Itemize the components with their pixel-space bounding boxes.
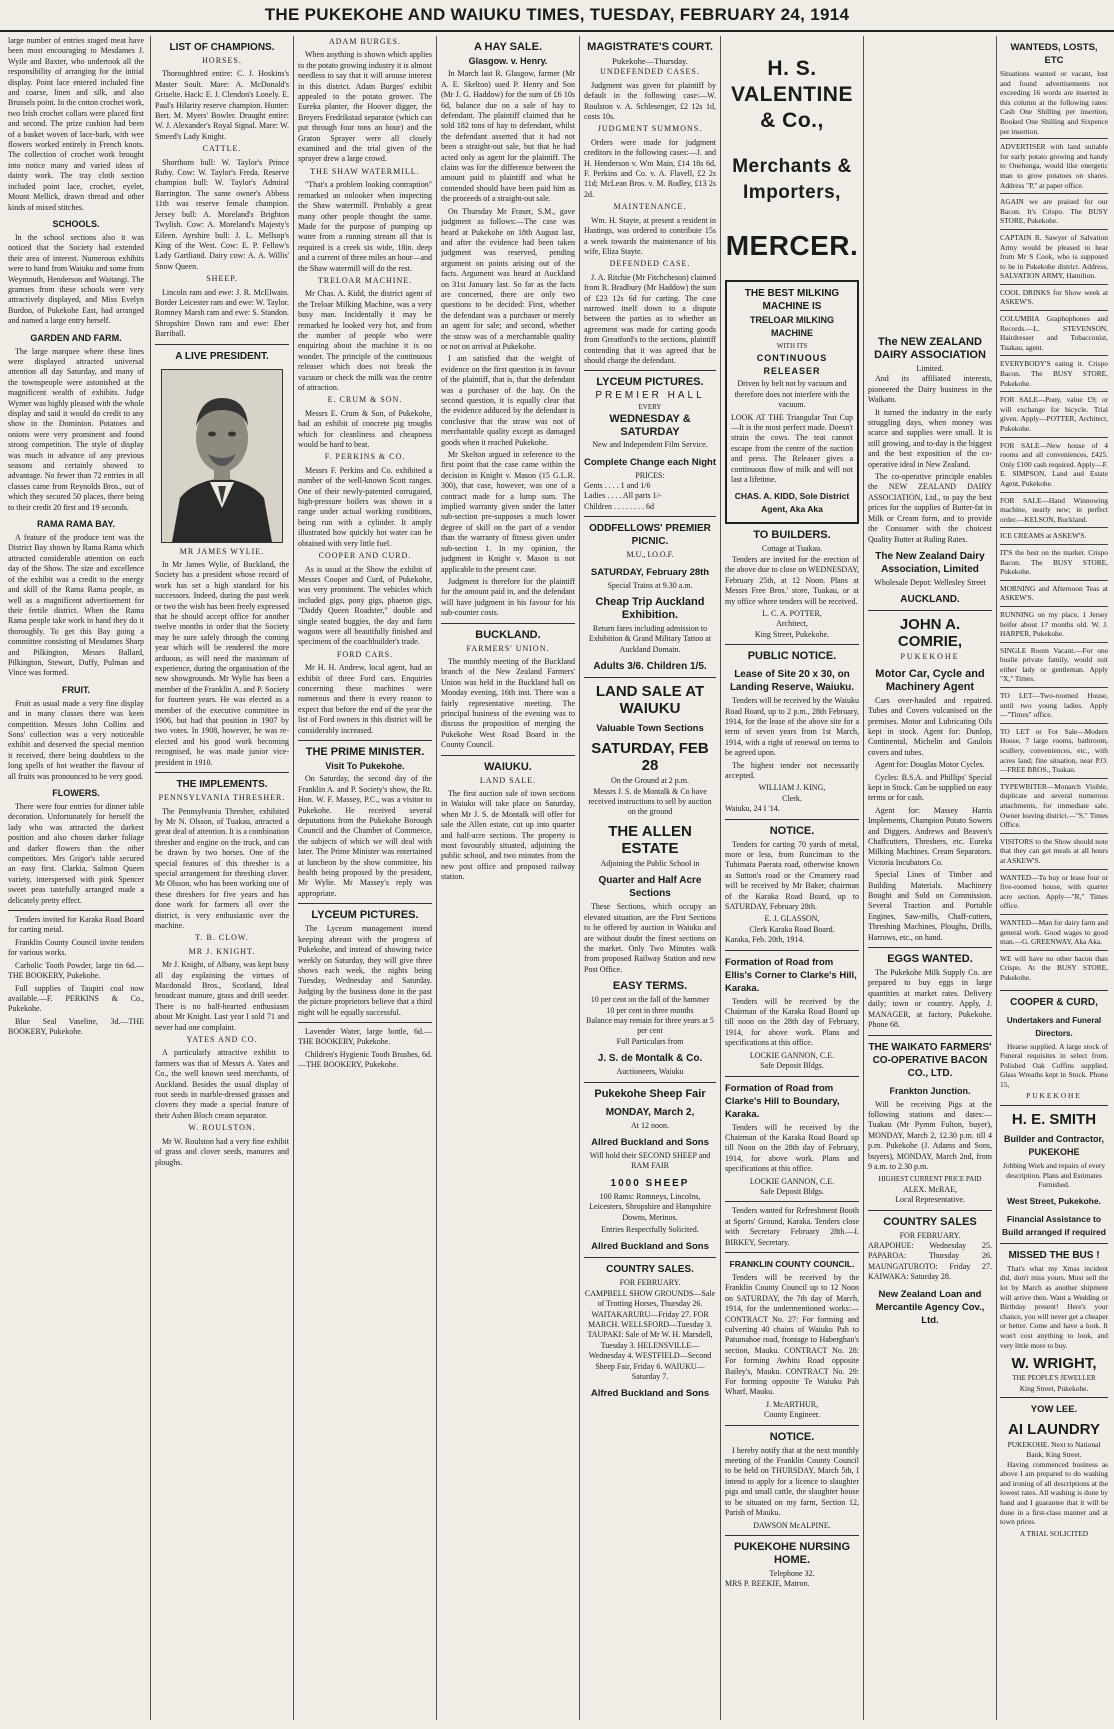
ad-heading: AI LAUNDRY — [1008, 1421, 1100, 1439]
ad-text: PRICES: — [635, 470, 665, 480]
classified-item: VISITORS to the Show should note that they can get meals at all hours at ASKEW'S. — [1000, 833, 1108, 869]
ad-text: Telephone 32. — [769, 1568, 815, 1578]
ad-text: ALEX. McRAE, — [903, 1184, 957, 1194]
sub-heading: FORD CARS. — [336, 649, 394, 659]
divider — [584, 516, 716, 517]
ad-text: And its affiliated interests, pioneered the Dairy business in the Waikato. — [868, 374, 992, 405]
ad-text: Return fares including admission to Exhibition & Grand Military Tattoo at Auckland Domain. — [588, 624, 712, 654]
ad-heading: YOW LEE. — [1030, 1404, 1078, 1416]
ad-text: Local Representative. — [895, 1195, 965, 1205]
divider — [725, 1201, 859, 1202]
article-text: In March last R. Glasgow, farmer (Mr A. E. Skelton) sued P. Henry and Son (Mr J. G. Haddow) for the sum of £6 10s 6d, balance due on a sale of hay to defendant. The plaintiff claimed that he sold 182 tons of hay to defendant, whilst the defendant asserted that it had not been a straight-out sale, but that he had acted only as agent for the plaintiff. The claim was for the difference between the amount paid to plaintiff and what he contended should have been paid him as the proceeds of a straight-out sale. — [441, 69, 575, 204]
article-text: Messrs F. Perkins and Co. exhibited a number of the well-known Scott ranges. One of their newly-patented corrugated, high-pressure boilers was shown in a range under actual working conditions, being run with a cylinder. It amply illustrated how quickly hot water can be obtained with very little fuel. — [298, 465, 432, 548]
article-text: There were four entries for dinner table decoration. Unfortunately for herself the lady who was attracted the darkest position and also chosen darker foliage and darker flowers than the other competitors. Mrs Grigor's table secured an easy first. Clarkia, Salmon Queen variety, interspersed with pink Spencer sweet peas tastefully arranged made a delicately pretty effect. — [8, 802, 144, 905]
ad-heading: Complete Change each Night — [584, 456, 716, 468]
article-text: Mr W. Roulston had a very fine exhibit of grass and clover seeds, manures and ploughs. — [155, 1136, 289, 1167]
ad-text: WITH ITS — [776, 342, 808, 350]
divider — [868, 947, 992, 948]
classified-item: TYPEWRITER—Monarch Visible, duplicate and several numerous attachments, for immediate sale. Owner leaving district.—"S." Times Office. — [1000, 778, 1108, 833]
ad-text: These Sections, which occupy an elevated situation, are the First Sections to be offered by auction in Waiuku and are without doubt the finest sections on the market. Only Two Minutes walk from proposed Railway Station and new Post Office. — [584, 902, 716, 974]
ad-text: The Pukekohe Milk Supply Co. are prepared to buy eggs in large quantities at market rates. Delivery daily; town or country. Apply, J. MANAGER, at factory, Pukekohe. Phone 68. — [868, 968, 992, 1030]
section-heading: RAMA RAMA BAY. — [36, 519, 115, 530]
divider — [725, 644, 859, 645]
section-heading: MAGISTRATE'S COURT. — [587, 41, 713, 53]
divider — [725, 1252, 859, 1253]
treloar-advert — [725, 280, 859, 524]
ad-heading: Allred Buckland and Sons — [591, 1241, 709, 1253]
ad-heading: New Zealand Loan and Mercantile Agency Cov., Ltd. — [875, 1288, 985, 1326]
ad-heading: NOTICE. — [769, 1430, 815, 1443]
article-text: large number of entries staged meat have been most encouraging to Mesdames J. Wyile and Baxter, who undertook all the responsibility of arranging for the initial display. Point lace entered included fine and coarse, linen and silk, and also Brussels point. In the cotton crochet work, two Irish crochet collars were placed first and second. The prize cushion had been of a basket woven of lace-bark, with wee flowers worked entirely in French knots. The collection of crochet work brought into notice many and varied ideas of dainty work. The tray cloth section included point lace, crochet, eyelet, Mount Mellick, drawn thread and other kinds of mixed stitches. — [8, 36, 144, 212]
article-text: When anything is shown which applies to the potato growing industry it is almost needless to say that it will arouse interest in this district. Adam Burges' exhibit appealed to the potato grower. The Eureka planter, the Hoover digger, the Breyers Fredrikstad separator (which can put through four tons an hour) and the Graton Sprayer were all closely examined and the trial given of the sprayer drew a large crowd. — [298, 50, 432, 164]
ad-heading: THE WAIKATO FARMERS' CO-OPERATIVE BACON CO., LTD. — [868, 1041, 992, 1079]
classified-item: CAPTAIN R. Sawyer of Salvation Army would be pleased to hear from Mr S Cook, who is supposed to be in Pukekohe district. Address, SALVATION ARMY, Hamilton. — [1000, 229, 1108, 284]
ad-heading: Financial Assistance to Build arranged if required — [1002, 1213, 1106, 1237]
section-heading: A HAY SALE. — [473, 41, 543, 53]
ad-text: It turned the industry in the early struggling days, when money was scarce and supplies were small. It is still growing, and to-day is the biggest and the best exposition of the co-operative ideal in New Zealand. — [868, 407, 992, 469]
ad-heading: West Street, Pukekohe. — [1007, 1195, 1101, 1206]
divider — [868, 610, 992, 611]
article-text: On Saturday, the second day of the Franklin A. and P. Society's show, the Rt. Hon. W. F. Massey, P.C., was a visitor to Pukekohe. He received several deputations from the Pukekohe Borough Council and the Chamber of Commerce, the subjects of which we will deal with later. The Prime Minister was entertained at luncheon by the show committee, his health being proposed by the president, Mr Wylie. Mr Massey's reply was appropriate. — [298, 774, 432, 898]
classified-item: Blue Seal Vaseline, 3d.—THE BOOKERY, Pukekohe. — [8, 1016, 144, 1037]
ad-text: THE PEOPLE'S JEWELLER — [1012, 1374, 1096, 1383]
ad-heading: Merchants & Importers, — [732, 156, 852, 203]
ad-heading: COUNTRY SALES — [883, 1215, 977, 1228]
article-text: Shorthorn bull: W. Taylor's Prince Ruby. Cow: W. Taylor's Freda. Reserve champion bull: W. Taylor's Admiral Barrington. The same owner's Abbess 11th was reserve female champion. Jersey bull: A. Moreland's Brighton Twylish. Cow: A. Moreland's Majesty's Eileen. Ayrshire bull: J. L. Mellsop's King of the West. Cow: E. P. Fellow's Lady Gartliand. Dairy cow: A. A. Willis' Snow Queen. — [155, 157, 289, 271]
ad-heading: TRELOAR MILKING MACHINE — [750, 315, 834, 338]
ad-text: E. J. GLASSON, — [764, 914, 820, 924]
ad-text: 10 per cent on the fall of the hammer — [590, 995, 710, 1005]
ad-heading: Formation of Road from Ellis's Corner to Clarke's Hill, Karaka. — [725, 956, 857, 994]
ad-heading: Cheap Trip Auckland Exhibition. — [595, 596, 705, 622]
ad-heading: WEDNESDAY & SATURDAY — [609, 413, 691, 439]
sub-heading: F. PERKINS & CO. — [324, 452, 406, 462]
classified-item: WANTED—Man for dairy farm and general work. Good wages to good man.—G. GREENWAY, Aka Aka. — [1000, 914, 1108, 950]
ad-text: M.U., I.O.O.F. — [626, 550, 674, 560]
ad-heading: SATURDAY, FEB 28 — [591, 740, 709, 775]
ad-text: Safe Deposit Bldgs. — [760, 1186, 824, 1196]
divider — [155, 772, 289, 773]
article-text: "That's a problem looking contraption" remarked an onlooker when inspecting the Shaw watermill. Probably a great many other people thought the same. Made for the purpose of pumping up water from a running stream all that is required is a creek six wide, 18in. deep and a current of three miles an hour—and the Shaw watermill will do the rest. — [298, 180, 432, 273]
article-text: I am satisfied that the weight of evidence on the first question is in favour of the plaintiff, that is, that the defendant was a purchaser of the hay. On the second question, it is equally clear that the evidence adduced by the defendant is conclusive that the straw was not of merchantable quality except as damaged goods when it reached Pukekohe. — [441, 354, 575, 447]
ad-text: Clerk Karaka Road Board. — [749, 924, 835, 934]
classified-item: ICE CREAMS at ASKEW'S. — [1000, 527, 1108, 544]
section-heading: WAIUKU. — [484, 760, 532, 773]
sub-heading: LAND SALE. — [479, 775, 537, 785]
ad-text: Waiuku, 24 I '14. — [725, 804, 780, 814]
ad-text: DAWSON McALPINE. — [753, 1520, 831, 1530]
ad-heading: Lease of Site 20 x 30, on Landing Reserve, Waiuku. — [729, 669, 855, 694]
classified-item: COOL DRINKS for Show week at ASKEW'S. — [1000, 284, 1108, 310]
ad-text: J. McARTHUR, — [765, 1399, 819, 1409]
ad-text: EVERY — [638, 402, 662, 411]
article-text: The large marquee where these lines were displayed attracted universal attention all day Saturday, and many of the townspeople were astonished at the magnificent wealth of exhibits. Judge Wymer was highly pleased with the whole display and said it would do credit to any show in the Dominion. Potatoes and onions were very prominent and found strong competition. The style of display was much in advance of any previous seasons and certainly showed to advantage. No fewer than 72 entries in all classes came from Reynolds Bros., out of which they secured 50 places, there being to their credit 20 first and 19 seconds. — [8, 346, 144, 512]
ad-text: 10 per cent in three months — [606, 1005, 694, 1015]
ad-text: Messrs J. S. de Montalk & Co have received instructions to sell by auction on the ground — [588, 786, 712, 817]
ad-text: King Street, Pukekohe. — [1019, 1383, 1089, 1393]
classified-item: TO LET or For Sale—Modern House, 7 large rooms, bathroom, scullery, conveniences, etc., with acres land; fine situation, near P.O.—FREE BROS., Tuakau. — [1000, 723, 1108, 778]
article-text: Thoroughbred entire: C. J. Hoskins's Master Soult. Mare: A. McDonald's Griselte. Hack: E. J. Clendon's Lonely. E. Paul's Hilarity reserve champion. Hunter: Bert. M. Myers' Bowler. Draught entire: W. J. Alexander's Royal Signal. Mare: W. Smeed's Lady Knight. — [155, 69, 289, 141]
ad-text: Safe Deposit Bldgs. — [760, 1061, 824, 1071]
ad-heading: J. S. de Montalk & Co. — [597, 1053, 703, 1065]
sub-heading: HORSES. — [202, 56, 242, 65]
ad-text: Children . . . . . . . . 6d — [584, 501, 654, 511]
ad-text: Agent for: Massey Harris Implements, Champion Potato Sowers and Diggers. Andrews and Beaven's Chaffcutters, Threshers, etc. Eureka Milking Machines. Cream Separators. Victoria Incubators Co. — [868, 805, 992, 867]
article-text: Judgment is therefore for the plaintiff for the amount paid in, and the defendant will have judgment in his favour for his sub-counter costs. — [441, 576, 575, 618]
divider — [298, 903, 432, 904]
ad-heading: Frankton Junction. — [889, 1085, 971, 1096]
article-text: J. A. Ritchie (Mr Fitchcheson) claimed from R. Bradbury (Mr Haddow) the sum of £23 12s 6d for carting. The case narrowed itself down to a dispute between the parties as to whether an agreement was made for carting goods from Greatford's to the sections, plaintiff contending that it was agreed that he should charge the defendant. — [584, 272, 716, 365]
classified-item: EVERYBODY'S eating it. Crispo Bacon. The BUSY STORE, Pukekohe. — [1000, 355, 1108, 391]
column-7 — [868, 36, 992, 1720]
ad-text: PREMIER HALL — [595, 390, 705, 402]
article-text: A particularly attractive exhibit to farmers was that of Messrs A. Yates and Co., the well known seed merchants, of Auckland. Besides the usual display of root seeds in marble-dressed grasses and clovers they made a special feature of their Ashen Bloch cream separator. — [155, 1048, 289, 1120]
ad-heading: COUNTRY SALES. — [606, 1264, 694, 1276]
ad-text: A TRIAL SOLICITED — [1019, 1528, 1089, 1538]
ad-heading: CHAS. A. KIDD, Sole District Agent, Aka Aka — [734, 491, 850, 515]
divider — [584, 370, 716, 371]
ad-text: New and Independent Film Service. — [592, 440, 708, 450]
ad-heading: MONDAY, March 2, — [605, 1106, 695, 1118]
sub-heading: W. ROULSTON. — [188, 1123, 256, 1133]
section-heading: SCHOOLS. — [52, 218, 100, 229]
divider — [725, 1076, 859, 1077]
ad-text: HIGHEST CURRENT PRICE PAID — [878, 1175, 982, 1184]
classified-item: COLUMBIA Graphophones and Records.—L. STEVENSON, Hairdresser and Tobacconist, Tuakau, agent. — [1000, 310, 1108, 355]
column-2 — [155, 36, 289, 1720]
ad-heading: PUKEKOHE NURSING HOME. — [733, 1540, 851, 1566]
column-rule — [996, 36, 997, 1720]
sub-heading: TRELOAR MACHINE. — [317, 275, 413, 285]
ad-text: Hearse supplied. A large stock of Funeral requisites in select from. Polished Oak Coffins supplied. Glass Wreaths kept in Stock. Phone 15, — [1000, 1041, 1108, 1089]
ad-text: That's what my Xmas incident did, don't miss yours. Must sell the lot by March as another shipment will arrive then. Want a Wedding or Birthday present! Here's your chance, you will never get a cheaper or better. Come and have a look. It won't cost anything to look, and very little more to buy. — [1000, 1263, 1108, 1350]
ad-text: The highest tender not necessarily accepted. — [725, 760, 859, 780]
sub-heading: E. CRUM & SON. — [327, 395, 403, 405]
ad-text: Driven by belt not by vacuum and therefore does not interfere with the vacuum. — [734, 379, 850, 410]
ad-text: Agent for: Douglas Motor Cycles. — [875, 760, 985, 770]
ad-heading: PUBLIC NOTICE. — [747, 650, 837, 663]
ad-text: Cycles: B.S.A. and Phillips' Special kept in Stock. Can be supplied on easy terms or for cash. — [868, 772, 992, 803]
divider — [584, 1082, 716, 1083]
section-heading: WANTEDS, LOSTS, ETC — [1010, 42, 1098, 66]
ad-heading: Adults 3/6. Children 1/5. — [593, 661, 707, 673]
article-text: On Thursday Mr Fraser, S.M., gave judgment as follows:—The case was heard at Pukekohe on 18th August last, and after the evidence had been taken judgment was reserved, pending argument on points arising out of the facts. Argument was heard at Auckland on 31st January last. So far as the facts are concerned, there are only two questions to be decided: First, whether the defendant was a purchaser or merely an agent for sale; and second, whether the straw was of a merchantable quality or not on arrival at Pukekohe. — [441, 206, 575, 351]
ad-heading: AUCKLAND. — [900, 594, 960, 606]
section-heading: BUCKLAND. — [475, 628, 541, 641]
ad-text: PUKEKOHE — [900, 652, 960, 662]
classified-item: FOR SALE—New house of 4 rooms and all conveniences, £425. Only £100 cash required. Apply—F. E. SIMPSON, Land and Estate Agent, Pukekohe. — [1000, 437, 1108, 492]
article-text: As is usual at the Show the exhibit of Messrs Cooper and Curd, of Pukekohe, was very prominent. The vehicles which included gigs, pony gigs, phaeton gigs, "Daddy Queen Roadster," double and single seated buggies, the day and farm wagons were all beautifully finished and specimens of the coachbuilder's trade. — [298, 564, 432, 647]
ad-text: Architect, — [776, 619, 808, 629]
ad-text: Karaka, Feb. 20th, 1914. — [725, 935, 805, 945]
ad-heading: Valuable Town Sections — [596, 723, 704, 735]
ad-heading: The NEW ZEALAND DAIRY ASSOCIATION — [874, 336, 986, 361]
ad-heading: Pukekohe Sheep Fair — [594, 1087, 706, 1100]
sub-heading: Pukekohe—Thursday. — [612, 56, 688, 66]
photo-caption: MR JAMES WYLIE. — [179, 546, 265, 556]
classified-item: FOR SALE—Pony, value £9; or will exchange for bicycle. Trial given. Apply—POTTER, Architect, Pukekohe. — [1000, 391, 1108, 436]
ad-heading: Allred Buckland and Sons — [591, 1136, 709, 1148]
ad-heading: H. S. VALENTINE & Co., — [731, 57, 853, 132]
article-text: The Pennsylvania Thresher, exhibited by Mr N. Olsson, of Tuakau, attracted a great deal of attention. It is a combination thresher and engine on the truck, and can be drawn by two horses. One of the special features of this thresher is a special arrangement for threshing clover. Mr Olsson, who has been working one of these threshers for five years and has done work for farmers all over the district, is very enthusiastic over the machine. — [155, 806, 289, 930]
classified-item: Tenders invited for Karaka Road Board for carting metal. — [8, 915, 144, 935]
ad-text: Special Lines of Timber and Building Materials. Machinery Bought and Sold on Commission. Several Traction and Portable Engines, Saw-mills, Chaff-cutters, Threshing Machines, Ploughs, Drills, Harrows, etc., on hand. — [868, 870, 992, 942]
ad-text: Balance may remain for three years at 5 per cent — [586, 1015, 714, 1036]
ad-text: LOCKIE GANNON, C.E. — [749, 1050, 835, 1060]
ad-heading: LYCEUM PICTURES. — [596, 376, 704, 389]
sub-heading: JUDGMENT SUMMONS. — [597, 124, 703, 134]
ad-text: LOCKIE GANNON, C.E. — [749, 1176, 835, 1186]
classified-item: Lavender Water, large bottle, 6d.—THE BOOKERY, Pukekohe. — [298, 1026, 432, 1047]
divider — [584, 677, 716, 678]
sub-heading: PENNSYLVANIA THRESHER. — [158, 793, 286, 803]
masthead: THE PUKEKOHE AND WAIUKU TIMES, TUESDAY, FEBRUARY 24, 1914 — [0, 0, 1114, 32]
ad-text: Will hold their SECOND SHEEP and RAM FAIR — [589, 1150, 711, 1171]
classified-item: Carbolic Tooth Powder, large tin 6d.—THE BOOKERY, Pukekohe. — [8, 960, 144, 981]
article-text: Lincoln ram and ewe: J. R. McElwain. Border Leicester ram and ewe: W. Taylor. Romney Marsh ram and ewe: S. Standon. Shropshire Down ram and ewe: Eber Barriball. — [155, 287, 289, 339]
article-text: The first auction sale of town sections in Waiuku will take place on Saturday, when Mr J. S. de Montalk will offer for sale the Allen estate, cut up into quarter and half-acre sections. The property is most favourably situated, adjoining the public school, and two minutes from the new post office and proposed railway station. — [441, 789, 575, 882]
article-text: Mr Chas. A. Kidd, the district agent of the Treloar Milking Machine, was a very busy man. Incidentally it may be remarked he looked very hot, and from the number of people who were enquiring about the machine it is no wonder. The principle of the continuous releaser which does not break the vacuum or check the milk was the centre of attraction. — [298, 289, 432, 392]
ad-text: King Street, Pukekohe. — [754, 629, 830, 639]
column-3 — [298, 36, 432, 1720]
divider — [298, 740, 432, 741]
ad-text: Tenders will be received by the Chairman of the Karaka Road Board up till noon on the 28th day of February, 1914, for above work. Plans and specifications at this office. — [725, 996, 859, 1048]
classified-item: Full supplies of Taupiri coal now available.—F. PERKINS & Co., Pukekohe. — [8, 983, 144, 1014]
classified-item: WANTED—To buy or lease four or five-roomed house, with quarter acre section. Apply—"R," Times office. — [1000, 869, 1108, 914]
divider — [441, 755, 575, 756]
ad-heading: SATURDAY, February 28th — [590, 566, 710, 578]
divider — [725, 819, 859, 820]
divider — [868, 1210, 992, 1211]
classified-item: Franklin County Council invite tenders for various works. — [8, 937, 144, 958]
sub-heading: MR J. KNIGHT. — [188, 946, 256, 956]
section-heading: GARDEN AND FARM. — [30, 332, 122, 343]
ad-heading: Builder and Contractor, PUKEKOHE — [1003, 1134, 1104, 1158]
divider — [1000, 990, 1108, 991]
ad-heading: H. E. SMITH — [1011, 1111, 1097, 1129]
ad-heading: EASY TERMS. — [612, 980, 688, 993]
article-text: The Lyceum management intend keeping abreast with the progress of Pukekohe, and instead of showing twice weekly on Saturday, they will give three shows each week, the nights being Tuesday, Wednesday and Saturday. Judging by the business done in the past the picture proprietors believe that a third night will be equally successful. — [298, 924, 432, 1017]
portrait-photo — [161, 369, 283, 543]
classified-item: IT'S the best on the market. Crispo Bacon. The BUSY STORE, Pukekohe. — [1000, 544, 1108, 580]
ad-text: WILLIAM J. KING, — [758, 783, 826, 793]
article-text: Messrs E. Crum & Son, of Pukekohe, had an exhibit of concrete pig troughs which for cleanliness and cheapness would be hard to beat. — [298, 408, 432, 450]
sub-heading: UNDEFENDED CASES. — [600, 67, 700, 77]
article-text: A feature of the produce tent was the District Bay shown by Rama Rama which attracted considerable attention on each day of the Show. The size and excellence of the exhibit was a credit to the energy and skill of the Rama Rama people, as well as a magnificent advertisement for their fertile district. When the Rama Rama people take work in hand they do it thoroughly. To get this Bay going a committee consisting of Mesdames Sharp and Pilkington, Messrs Ballard, Pilkington, Stewart, Duffy, Pulman and Vince was formed. — [8, 533, 144, 678]
ad-heading: W. WRIGHT, — [1011, 1355, 1097, 1373]
article-text: Judgment was given for plaintiff by default in the following case:—W. Roulston v. A. Schlesenger, £2 12s 1d, costs 10s. — [584, 80, 716, 122]
column-rule — [863, 36, 864, 1720]
divider — [1000, 1105, 1108, 1106]
ad-text: PUKEKOHE — [1026, 1091, 1082, 1101]
sub-heading: FARMERS' UNION. — [466, 643, 550, 653]
ad-text: On the Ground at 2 p.m. — [611, 776, 689, 786]
classified-item: FOR SALE—Hand Winnowing machine, nearly new; in perfect order.—KELSON, Buckland. — [1000, 492, 1108, 528]
ad-heading: Alfred Buckland and Sons — [590, 1388, 710, 1400]
ad-heading: The New Zealand Dairy Association, Limited — [875, 550, 985, 575]
classified-intro: Situations wanted or vacant, lost and found advertisements not exceeding 16 words are inserted in this column at the following rates: Cash One Shilling per insertion, Booked One Shilling and Sixpence per insertion. — [1000, 69, 1108, 136]
ad-text: Will be receiving Pigs at the following stations and dates:— Tuakau (Mr Pymm Fulton, buyer), MONDAY, March 2, 12.30 p.m. till 4 p.m. Pukekohe (J. Adams and Sons, buyers), MONDAY, March 2nd, from 9 a.m. to 2.30 p.m. — [868, 1099, 992, 1171]
ad-text: LOOK AT THE Triangular Teat Cup—It is the most perfect made. Doesn't strain the cows. The teat cannot escape from the centre of the suction and press. The Releaser gives a continuous flow of milk and will not last a lifetime. — [731, 412, 853, 485]
column-8 — [1000, 36, 1108, 1720]
ad-heading: NOTICE. — [769, 824, 815, 837]
ad-text: At 12 noon. — [631, 1120, 669, 1130]
column-1 — [8, 36, 144, 1720]
classified-item: WE will have no other bacon than Crispo. At the BUSY STORE, Pukekohe. — [1000, 950, 1108, 986]
article-text: Mr Skelton argued in reference to the first point that the case came within the decision in Knight v. Mason (15 G.L.R. 300), that case, however, was one of a contract made for a lump sum. The implied warranty given under the latter sub-section pre-supposes a much lower degree of skill on the part of a vendor than the warranty of fitness given under sub-section 1. In my opinion, the judgment in Knight v. Mason is not applicable to the present case. — [441, 450, 575, 574]
ad-text: County Engineer. — [764, 1410, 820, 1420]
section-heading: LIST OF CHAMPIONS. — [169, 42, 275, 53]
divider — [725, 950, 859, 951]
section-heading: A LIVE PRESIDENT. — [175, 350, 269, 362]
ad-heading: FRANKLIN COUNTY COUNCIL. — [729, 1258, 855, 1269]
sub-heading: COOPER AND CURD. — [318, 551, 412, 561]
sub-heading: CATTLE. — [202, 144, 242, 154]
ad-text: Special Trains at 9.30 a.m. — [607, 580, 693, 590]
ad-text: Limited. — [916, 364, 944, 373]
article-text: The monthly meeting of the Buckland branch of the New Zealand Farmers' Union was held in the Buckland hall on Monday evening, 16th inst. There was a fairly representative meeting. The principal business of the evening was to discuss the proposition of merging the Pukekohe West Road Board in the County Council. — [441, 656, 575, 750]
column-4 — [441, 36, 575, 1720]
ad-heading: ODDFELLOWS' PREMIER PICNIC. — [589, 523, 711, 548]
column-rule — [150, 36, 151, 1720]
ad-text: I hereby notify that at the next monthly meeting of the Franklin County Council to be held on THURSDAY, March 5th, I intend to apply for a licence to slaughter pigs and small cattle, the slaughter house to be situated on my farm, Section 12, Parish of Mauku. — [725, 1445, 859, 1518]
classified-item: MORNING and Afternoon Teas at ASKEW'S. — [1000, 580, 1108, 606]
ad-text: FOR FEBRUARY. — [899, 1230, 961, 1240]
ad-heading: 1000 SHEEP — [610, 1177, 690, 1189]
ad-text: Tenders for carting 70 yards of metal, more or less, from Runciman to the Tuhimata Paerata road, otherwise known as Sutton's road or the Creamery road will be received by Mr Baker, chairman of the Karaka Road Board, up to SATURDAY, February 28th. — [725, 839, 859, 912]
ad-text: Wholesale Depot: Wellesley Street — [874, 577, 986, 587]
divider — [725, 1425, 859, 1426]
ad-heading: THE BEST MILKING MACHINE IS — [744, 288, 840, 312]
ad-text: Tenders will be received by the Waiuku Road Board, up to 2 p.m., 28th February, 1914, for the lease of the above site for a term of seven years from 1st March, 1914, with a right of renewal on terms to be agreed upon. — [725, 696, 859, 758]
article-text: Orders were made for judgment creditors in the following cases:—J. and H. Henderson v. Wm Main, £14 18s 6d, F. Perkins and Co. v. A. Flavell, £2 2s 11d; McLean Bros. v. M. Rodley, £13 2s 2d. — [584, 137, 716, 199]
classified-item: Children's Hygienic Tooth Brushes, 6d.—THE BOOKERY, Pukekohe. — [298, 1049, 432, 1070]
ad-text: Clerk. — [782, 793, 802, 803]
article-text: In Mr James Wylie, of Buckland, the Society has a president whose record of work has set a high standard for his successors. Indeed, during the past week or two the wish has been freely expressed that he should accept office for another twelve months in order that the Society may be sure safely through the coming year which will be rendered the more arduous, as will need the maximum of experience, during the organisation of the new showgrounds. Mr Wylie has been a member of the Franklin A. and P. Society for fourteen years. He was elected as a member of the executive committee in 1906, but had that position in 1907 by two votes. In 1908, however, he was re-elected and his good work becoming recognised, he was made junior vice-president in 1910. — [155, 559, 289, 767]
sub-heading: ADAM BURGES. — [328, 37, 401, 46]
section-heading: FLOWERS. — [52, 788, 100, 798]
column-rule — [579, 36, 580, 1720]
classified-item: TO LET—Two-roomed House, until two young ladies. Apply—"Times" office. — [1000, 687, 1108, 723]
ad-heading: THE ALLEN ESTATE — [608, 822, 692, 857]
sub-heading: YATES AND CO. — [186, 1035, 258, 1045]
ad-text: ARAPOHUE: Wednesday 25. PAPAROA: Thursday 26. MAUNGATUROTO: Friday 27. KAIWAKA: Saturday 28. — [868, 1240, 992, 1282]
article-text: Mr J. Knight, of Albany, was kept busy all day explaining the virtues of Macdonald Bros., Scotland, Ideal broadcast manure, grass and drill seeder. There is no half-hearted enthusiasm about Mr Knight. Last year I sold 71 and never had one complaint. — [155, 960, 289, 1032]
article-text: In the school sections also it was noticed that the Society had extended their area of interest. Numerous exhibits were to hand from Waiuku and some from Weymouth, Henderson and Waitangi. The gramses from these schools were very attractively displayed, and Miss Evelyn Burdon, of Pukekohe East, had arranged and named a large entry herself. — [8, 232, 144, 326]
ad-text: FOR FEBRUARY. — [619, 1278, 681, 1288]
column-5 — [584, 36, 716, 1720]
article-text: Wm. H. Stayte, at present a resident in Hastings, was ordered to contribute 15s a week towards the maintenance of his wife, Eliza Stayte. — [584, 215, 716, 256]
ad-text: Cars over-hauled and repaired. Tubes and Covers vulcanised on the premises. Motor and Lubricating Oils kept in stock. Agent for: Dunlop, Continental, Michelin and Gaulois covers and tubes. — [868, 695, 992, 757]
ad-text: Ladies . . . . All parts 1/- — [584, 491, 662, 501]
sub-heading: MAINTENANCE. — [613, 202, 687, 212]
ad-text: 100 Rams: Romneys, Lincolns, Leicesters, Shropshire and Hampshire Downs, Merinos. — [589, 1191, 711, 1222]
ad-text: Gents . . . . 1 and 1/6 — [584, 481, 651, 490]
portrait-illustration — [162, 370, 282, 542]
section-heading: THE PRIME MINISTER. — [305, 746, 425, 758]
ad-heading: CONTINUOUS RELEASER — [756, 353, 828, 377]
ad-text: Jobbing Work and repairs of every description. Plans and Estimates Furnished. — [1002, 1161, 1106, 1190]
classified-item: RUNNING on my place, 1 Jersey heifer about 17 months old. W. J. HARPER, Pukekohe. — [1000, 606, 1108, 642]
sub-heading: SHEEP. — [206, 274, 238, 284]
divider — [298, 1022, 432, 1023]
divider — [441, 623, 575, 624]
section-heading: THE IMPLEMENTS. — [176, 779, 268, 791]
column-rule — [293, 36, 294, 1720]
classified-item: ADVERTISER with land suitable for early potato growing and handy to Onehunga, would like energetic man to grow potatoes on shares. Address "P," at paper office. — [1000, 138, 1108, 193]
ad-text: The co-operative principle enables the NEW ZEALAND DAIRY ASSOCIATION, Ltd., to pay the best prices for the supplies of Butter-fat in Milk or Cream form, and to provide the Consumer with the choicest Quality Butter at Ruling Rates. — [868, 472, 992, 544]
ad-text: Having commenced business as above I am prepared to do washing and ironing of all descriptions at the lowest rates. All washing is done by hand and I guarantee that it will be done in a first-class manner and at town prices. — [1000, 1459, 1108, 1527]
sub-heading: Visit To Pukekohe. — [325, 761, 405, 771]
ad-text: Adjoining the Public School in — [600, 858, 700, 868]
ad-heading: MISSED THE BUS ! — [1008, 1249, 1100, 1261]
sub-heading: T. B. CLOW. — [195, 933, 249, 943]
ad-text: Tenders are invited for the erection of the above due to close on WEDNESDAY, February 25th, at 12 Noon. Plans at Messrs Free Bros.' store, Tuakau, or at my office where tenders will be received. — [725, 554, 859, 606]
ad-heading: COOPER & CURD, — [1010, 996, 1098, 1008]
divider — [1000, 1397, 1108, 1398]
column-rule — [436, 36, 437, 1720]
ad-heading: MERCER. — [725, 230, 859, 261]
section-heading: LYCEUM PICTURES. — [311, 909, 419, 922]
ad-heading: TO BUILDERS. — [753, 529, 831, 542]
divider — [584, 1257, 716, 1258]
ad-text: MRS P. REEKIE, Matron. — [725, 1579, 810, 1589]
divider — [8, 910, 144, 911]
ad-heading: JOHN A. COMRIE, — [897, 616, 963, 651]
ad-heading: Quarter and Half Acre Sections — [598, 875, 702, 900]
ad-text: Tenders will be received by the Chairman of the Karaka Road Board up till Noon on the 28th day of February, 1914, for above work. Plans and specifications at this office. — [725, 1122, 859, 1174]
column-6 — [725, 36, 859, 1720]
sub-heading: THE SHAW WATERMILL. — [310, 166, 420, 176]
divider — [725, 1535, 859, 1536]
ad-heading: Formation of Road from Clarke's Hill to Boundary, Karaka. — [725, 1082, 840, 1120]
article-text: Fruit as usual made a very fine display and in many classes there was keen competition. Messrs John Collins and Sons' collection was a very noticeable exhibit and deserved the special mention it received, there being doubtless to the long spells of hot weather the flavour of all fruits was pronounced to be very good. — [8, 698, 144, 781]
ad-text: L. C. A. POTTER, — [762, 608, 822, 618]
ad-text: Full Particulars from — [616, 1036, 684, 1046]
ad-text: CAMPBELL SHOW GROUNDS—Sale of Trotting Horses, Thursday 26. WAITAKARURU—Friday 27. FOR MARCH. WELLSFORD—Tuesday 3. TAUPAKI: Sale of Mr W. H. Marsdell, Tuesday 3. HELENSVILLE—Wednesday 4. WESTFIELD—Second Sheep Fair, Friday 6. WAIUKU—Saturday 7. — [584, 1288, 716, 1382]
section-heading: FRUIT. — [62, 684, 90, 695]
classified-item: SINGLE Room Vacant.—For one buslie private family, would suit either lady or gentleman. Apply "X," Times. — [1000, 642, 1108, 687]
ad-text: Auctioneers, Waiuku — [616, 1067, 684, 1077]
ad-heading: EGGS WANTED. — [887, 953, 973, 966]
column-rule — [720, 36, 721, 1720]
article-text: Mr H. H. Andrew, local agent, had an exhibit of three Ford cars. Enquiries concerning these machines were numerous and there is every reason to expect that before the end of the year the list of Ford owners in this district will be considerably increased. — [298, 663, 432, 735]
divider — [868, 1035, 992, 1036]
ad-text: Cottage at Tuakau. — [761, 544, 823, 554]
ad-text: PUKEKOHE. Next to National Bank, King Street. — [1007, 1440, 1101, 1459]
ad-heading: Undertakers and Funeral Directors. — [1006, 1015, 1102, 1038]
ad-text: Tenders wanted for Refreshment Booth at Sports' Ground, Karaka. Tenders close with Secretary February 28th.—I. BIRKEY, Secretary. — [725, 1206, 859, 1247]
divider — [155, 344, 289, 345]
ad-heading: Motor Car, Cycle and Machinery Agent — [875, 667, 985, 693]
classified-item: AGAIN we are praised for our Bacon. It's Crispo. The BUSY STORE, Pukekohe. — [1000, 193, 1108, 229]
divider — [1000, 1243, 1108, 1244]
ad-text: Entries Respectfully Solicited. — [601, 1225, 699, 1234]
ad-heading: LAND SALE AT WAIUKU — [595, 683, 705, 718]
sub-heading: DEFENDED CASE. — [609, 259, 691, 269]
sub-heading: Glasgow. v. Henry. — [468, 56, 548, 66]
ad-text: Tenders will be received by the Franklin County Council up to 12 Noon on SATURDAY, the 7th day of March, 1914, for the undermentioned works:— CONTRACT No. 27: For forming and culverting 40 chains of Waiuku Pah to Patumahoe road, frontage to Haberghan's section, Mauku. CONTRACT No. 28: For forming Awhitu Road opposite Bailey's, Mauku. CONTRACT No. 29: For forming opposite Te Waiuku Pah Wharf, Mauku. — [725, 1272, 859, 1397]
